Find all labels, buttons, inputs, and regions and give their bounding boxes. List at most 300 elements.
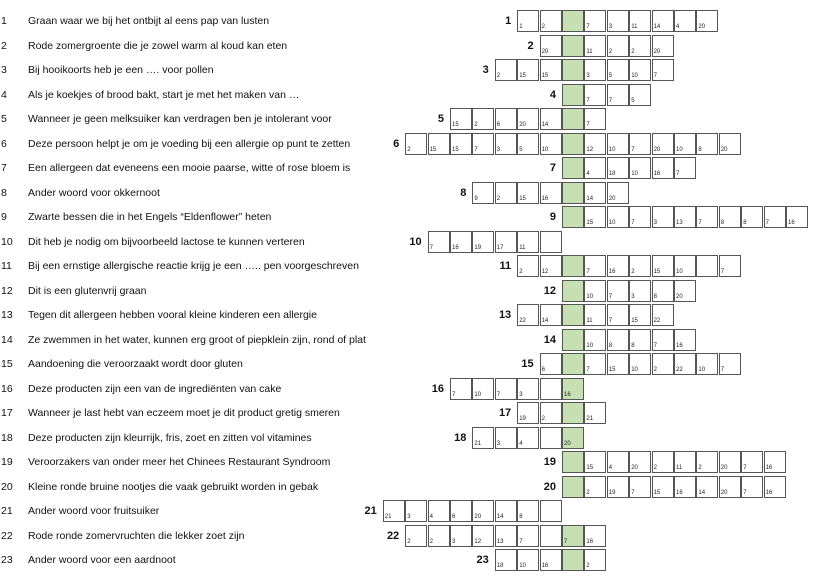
- letter-cell[interactable]: [428, 500, 450, 522]
- clue-text: Dit heb je nodig om bijvoorbeeld lactose te kunnen verteren: [28, 235, 305, 248]
- letter-cell[interactable]: [719, 353, 741, 375]
- letter-cell[interactable]: [607, 329, 629, 351]
- letter-cell[interactable]: [540, 525, 562, 547]
- cell-code: 2: [474, 122, 478, 128]
- solution-cell[interactable]: [562, 59, 584, 81]
- cell-code: 15: [452, 146, 459, 153]
- letter-cell[interactable]: [629, 304, 651, 326]
- solution-cell[interactable]: [562, 549, 584, 571]
- cell-code: 10: [631, 73, 638, 79]
- letter-cell[interactable]: [629, 10, 651, 32]
- letter-cell[interactable]: [584, 525, 606, 547]
- letter-cell[interactable]: [607, 476, 629, 498]
- letter-cell[interactable]: [786, 206, 808, 228]
- cell-code: 20: [653, 146, 661, 153]
- letter-cell[interactable]: [540, 549, 562, 571]
- letter-cell[interactable]: [584, 206, 606, 228]
- clue-text: Veroorzakers van onder meer het Chinees Restaurant Syndroom: [28, 456, 331, 468]
- cell-code: 7: [496, 391, 501, 398]
- letter-cell[interactable]: [674, 255, 696, 277]
- letter-cell[interactable]: [517, 427, 539, 449]
- letter-cell[interactable]: [764, 451, 786, 473]
- cell-code: 7: [586, 24, 590, 30]
- row-number: 14: [543, 333, 556, 346]
- letter-cell[interactable]: [540, 304, 562, 326]
- letter-cell[interactable]: [517, 10, 539, 32]
- cell-code: 10: [631, 367, 638, 373]
- solution-cell[interactable]: [562, 84, 584, 106]
- letter-cell[interactable]: [696, 476, 718, 498]
- letter-cell[interactable]: [629, 476, 651, 498]
- solution-cell[interactable]: [562, 402, 584, 424]
- row-number: 3: [482, 64, 489, 76]
- solution-cell[interactable]: [562, 451, 584, 473]
- cell-code: 20: [720, 465, 728, 471]
- cell-code: 16: [586, 538, 594, 545]
- cell-code: 15: [519, 195, 526, 202]
- letter-cell[interactable]: [517, 59, 539, 81]
- letter-cell[interactable]: [674, 280, 696, 302]
- letter-cell[interactable]: [584, 329, 606, 351]
- row-number: 18: [454, 431, 467, 444]
- clue-text: Ander woord voor okkernoot: [28, 186, 160, 199]
- letter-cell[interactable]: [472, 378, 494, 400]
- letter-cell[interactable]: [450, 378, 472, 400]
- row-number: 12: [543, 284, 556, 297]
- letter-cell[interactable]: [652, 451, 674, 473]
- cell-code: 7: [608, 318, 613, 324]
- row-number: 10: [409, 235, 422, 248]
- letter-cell[interactable]: [428, 231, 450, 253]
- letter-cell[interactable]: [764, 206, 786, 228]
- solution-cell[interactable]: [562, 525, 584, 547]
- solution-cell[interactable]: [562, 255, 584, 277]
- letter-cell[interactable]: [540, 402, 562, 424]
- letter-cell[interactable]: [540, 353, 562, 375]
- row-number: 11: [499, 260, 512, 272]
- letter-cell[interactable]: [652, 280, 674, 302]
- letter-cell[interactable]: [607, 280, 629, 302]
- letter-cell[interactable]: [629, 329, 651, 351]
- cell-code: 7: [429, 244, 433, 251]
- letter-cell[interactable]: [674, 10, 696, 32]
- letter-cell[interactable]: [517, 133, 539, 155]
- letter-cell[interactable]: [584, 182, 606, 204]
- cell-code: 15: [631, 318, 638, 324]
- letter-cell[interactable]: [674, 157, 696, 179]
- cell-code: 12: [541, 269, 549, 275]
- cell-code: 3: [407, 514, 411, 520]
- letter-cell[interactable]: [450, 231, 472, 253]
- clue-number: 16: [1, 382, 13, 395]
- letter-cell[interactable]: [741, 476, 763, 498]
- cell-code: 10: [676, 269, 683, 275]
- letter-cell[interactable]: [540, 378, 562, 400]
- cell-code: 14: [653, 24, 661, 30]
- letter-cell[interactable]: [652, 476, 674, 498]
- letter-cell[interactable]: [495, 525, 517, 547]
- cell-code: 14: [541, 122, 549, 128]
- cell-code: 10: [586, 293, 594, 300]
- letter-cell[interactable]: [584, 84, 606, 106]
- cell-code: 14: [698, 489, 706, 496]
- letter-cell[interactable]: [607, 35, 629, 57]
- letter-cell[interactable]: [450, 133, 472, 155]
- letter-cell[interactable]: [629, 59, 651, 81]
- cell-code: 21: [474, 440, 482, 447]
- cell-code: 9: [474, 195, 478, 202]
- cell-code: 16: [765, 465, 773, 471]
- cell-code: 2: [631, 269, 635, 275]
- letter-cell[interactable]: [607, 84, 629, 106]
- letter-cell[interactable]: [540, 108, 562, 130]
- solution-cell[interactable]: [562, 133, 584, 155]
- letter-cell[interactable]: [719, 451, 741, 473]
- letter-cell[interactable]: [607, 304, 629, 326]
- letter-cell[interactable]: [652, 59, 674, 81]
- row-number: 17: [498, 407, 512, 419]
- cell-code: 15: [653, 269, 661, 275]
- cell-code: 8: [698, 146, 702, 153]
- solution-cell[interactable]: [562, 206, 584, 228]
- letter-cell[interactable]: [495, 133, 517, 155]
- solution-cell[interactable]: [562, 427, 584, 449]
- letter-cell[interactable]: [584, 280, 606, 302]
- letter-cell[interactable]: [584, 35, 606, 57]
- clue-number: 9: [1, 211, 7, 223]
- letter-cell[interactable]: [674, 451, 696, 473]
- cell-code: 22: [519, 318, 526, 324]
- cell-code: 16: [541, 563, 549, 569]
- letter-cell[interactable]: [652, 133, 674, 155]
- cell-code: 7: [608, 293, 613, 300]
- cell-code: 20: [631, 465, 638, 471]
- cell-code: 8: [743, 220, 747, 226]
- cell-code: 16: [564, 391, 571, 398]
- solution-cell[interactable]: [562, 280, 584, 302]
- cell-code: 2: [541, 416, 545, 422]
- cell-code: 5: [519, 146, 523, 153]
- letter-cell[interactable]: [696, 206, 718, 228]
- letter-cell[interactable]: [405, 133, 427, 155]
- letter-cell[interactable]: [696, 133, 718, 155]
- cell-code: 2: [653, 367, 657, 373]
- cell-code: 2: [429, 538, 433, 545]
- row-number: 21: [364, 505, 377, 517]
- cell-code: 7: [586, 269, 590, 275]
- letter-cell[interactable]: [584, 59, 606, 81]
- solution-cell[interactable]: [562, 35, 584, 57]
- cell-code: 20: [720, 489, 728, 496]
- cell-code: 8: [608, 342, 613, 349]
- letter-cell[interactable]: [652, 329, 674, 351]
- letter-cell[interactable]: [629, 353, 651, 375]
- clue-text: Zwarte bessen die in het Engels “Eldenflower” heten: [28, 211, 272, 223]
- clue-text: Bij hooikoorts heb je een …. voor pollen: [28, 64, 214, 76]
- cell-code: 2: [586, 563, 590, 569]
- letter-cell[interactable]: [495, 182, 517, 204]
- cell-code: 7: [698, 220, 702, 226]
- cell-code: 20: [519, 122, 526, 128]
- row-number: 8: [460, 186, 467, 199]
- letter-cell[interactable]: [584, 353, 606, 375]
- solution-cell[interactable]: [562, 378, 584, 400]
- cell-code: 15: [586, 220, 594, 226]
- letter-cell[interactable]: [629, 280, 651, 302]
- letter-cell[interactable]: [652, 206, 674, 228]
- cell-code: 4: [676, 24, 680, 30]
- letter-cell[interactable]: [584, 402, 606, 424]
- cell-code: 16: [765, 489, 773, 496]
- letter-cell[interactable]: [652, 353, 674, 375]
- cell-code: 16: [676, 489, 683, 496]
- row-number: 1: [505, 15, 512, 27]
- letter-cell[interactable]: [652, 157, 674, 179]
- cell-code: 8: [519, 514, 523, 520]
- letter-cell[interactable]: [450, 500, 472, 522]
- row-number: 6: [393, 137, 400, 150]
- letter-cell[interactable]: [517, 255, 539, 277]
- letter-cell[interactable]: [540, 133, 562, 155]
- cell-code: 22: [676, 367, 683, 373]
- cell-code: 2: [496, 73, 501, 79]
- letter-cell[interactable]: [540, 35, 562, 57]
- letter-cell[interactable]: [495, 231, 517, 253]
- letter-cell[interactable]: [584, 255, 606, 277]
- clue-text: Graan waar we bij het ontbijt al eens pap van lusten: [28, 15, 270, 27]
- cell-code: 7: [743, 465, 747, 471]
- solution-cell[interactable]: [562, 10, 584, 32]
- letter-cell[interactable]: [607, 182, 629, 204]
- letter-cell[interactable]: [629, 255, 651, 277]
- letter-cell[interactable]: [696, 451, 718, 473]
- cell-code: 3: [496, 146, 501, 153]
- letter-cell[interactable]: [472, 500, 494, 522]
- cell-code: 19: [608, 489, 616, 496]
- letter-cell[interactable]: [540, 231, 562, 253]
- clue-text: Als je koekjes of brood bakt, start je met het maken van …: [28, 88, 300, 101]
- letter-cell[interactable]: [517, 231, 539, 253]
- solution-cell[interactable]: [562, 353, 584, 375]
- cell-code: 15: [586, 465, 594, 471]
- cell-code: 3: [519, 391, 523, 398]
- letter-cell[interactable]: [517, 378, 539, 400]
- letter-cell[interactable]: [652, 255, 674, 277]
- letter-cell[interactable]: [584, 10, 606, 32]
- clue-text: Ze zwemmen in het water, kunnen erg groot of piepklein zijn, rond of plat: [28, 333, 366, 346]
- letter-cell[interactable]: [652, 10, 674, 32]
- clue-number: 1: [1, 15, 7, 27]
- letter-cell[interactable]: [764, 476, 786, 498]
- clue-number: 19: [1, 456, 13, 468]
- clue-text: Een allergeen dat eveneens een mooie paarse, witte of rose bloem is: [28, 162, 351, 174]
- clue-text: Bij een ernstige allergische reactie krijg je een ….. pen voorgeschreven: [28, 260, 359, 272]
- cell-code: 4: [608, 465, 613, 471]
- letter-cell[interactable]: [517, 304, 539, 326]
- cell-code: 18: [608, 171, 616, 177]
- letter-cell[interactable]: [607, 255, 629, 277]
- cell-code: 10: [474, 391, 482, 398]
- letter-cell[interactable]: [517, 182, 539, 204]
- letter-cell[interactable]: [517, 525, 539, 547]
- cell-code: 8: [653, 293, 657, 300]
- letter-cell[interactable]: [629, 206, 651, 228]
- solution-cell[interactable]: [562, 329, 584, 351]
- letter-cell[interactable]: [472, 182, 494, 204]
- letter-cell[interactable]: [540, 427, 562, 449]
- letter-cell[interactable]: [719, 133, 741, 155]
- cell-code: 11: [631, 24, 638, 30]
- cell-code: 5: [608, 73, 613, 79]
- cell-code: 7: [765, 220, 769, 226]
- letter-cell[interactable]: [719, 476, 741, 498]
- letter-cell[interactable]: [607, 451, 629, 473]
- letter-cell[interactable]: [584, 476, 606, 498]
- cell-code: 16: [676, 342, 683, 349]
- letter-cell[interactable]: [607, 10, 629, 32]
- letter-cell[interactable]: [674, 206, 696, 228]
- letter-cell[interactable]: [517, 108, 539, 130]
- letter-cell[interactable]: [584, 549, 606, 571]
- letter-cell[interactable]: [495, 108, 517, 130]
- row-number: 19: [543, 456, 556, 468]
- letter-cell[interactable]: [517, 549, 539, 571]
- cell-code: 20: [653, 48, 661, 55]
- row-number: 16: [431, 382, 444, 395]
- letter-cell[interactable]: [741, 451, 763, 473]
- letter-cell[interactable]: [584, 157, 606, 179]
- clue-text: Tegen dit allergeen hebben vooral kleine kinderen een allergie: [28, 309, 317, 321]
- cell-code: 7: [653, 342, 657, 349]
- letter-cell[interactable]: [405, 500, 427, 522]
- letter-cell[interactable]: [629, 451, 651, 473]
- letter-cell[interactable]: [652, 304, 674, 326]
- cell-code: 12: [586, 146, 594, 153]
- letter-cell[interactable]: [584, 133, 606, 155]
- clue-text: Rode zomergroente die je zowel warm al koud kan eten: [28, 39, 288, 52]
- solution-cell[interactable]: [562, 182, 584, 204]
- letter-cell[interactable]: [517, 500, 539, 522]
- cell-code: 16: [452, 244, 459, 251]
- letter-cell[interactable]: [540, 500, 562, 522]
- letter-cell[interactable]: [629, 84, 651, 106]
- letter-cell[interactable]: [719, 206, 741, 228]
- letter-cell[interactable]: [472, 427, 494, 449]
- letter-cell[interactable]: [495, 500, 517, 522]
- letter-cell[interactable]: [540, 59, 562, 81]
- clue-text: Ander woord voor een aardnoot: [28, 554, 176, 566]
- letter-cell[interactable]: [719, 255, 741, 277]
- letter-cell[interactable]: [450, 108, 472, 130]
- cell-code: 15: [452, 122, 459, 128]
- letter-cell[interactable]: [629, 133, 651, 155]
- solution-cell[interactable]: [562, 476, 584, 498]
- cell-code: 11: [586, 48, 593, 55]
- cell-code: 3: [631, 293, 635, 300]
- letter-cell[interactable]: [674, 476, 696, 498]
- letter-cell[interactable]: [472, 133, 494, 155]
- cell-code: 15: [519, 73, 526, 79]
- clue-text: Rode ronde zomervruchten die lekker zoet zijn: [28, 529, 245, 542]
- letter-cell[interactable]: [674, 353, 696, 375]
- letter-cell[interactable]: [495, 378, 517, 400]
- cell-code: 3: [653, 220, 657, 226]
- cell-code: 7: [720, 269, 725, 275]
- cell-code: 11: [519, 244, 526, 251]
- letter-cell[interactable]: [696, 10, 718, 32]
- letter-cell[interactable]: [607, 353, 629, 375]
- letter-cell[interactable]: [607, 157, 629, 179]
- letter-cell[interactable]: [517, 402, 539, 424]
- letter-cell[interactable]: [674, 133, 696, 155]
- solution-cell[interactable]: [562, 108, 584, 130]
- letter-cell[interactable]: [629, 157, 651, 179]
- letter-cell[interactable]: [540, 182, 562, 204]
- clue-number: 23: [1, 554, 13, 566]
- letter-cell[interactable]: [584, 108, 606, 130]
- cell-code: 7: [720, 367, 725, 373]
- letter-cell[interactable]: [540, 10, 562, 32]
- row-number: 7: [549, 162, 556, 174]
- letter-cell[interactable]: [495, 427, 517, 449]
- letter-cell[interactable]: [652, 35, 674, 57]
- cell-code: 4: [519, 440, 523, 447]
- letter-cell[interactable]: [540, 255, 562, 277]
- letter-cell[interactable]: [405, 525, 427, 547]
- letter-cell[interactable]: [495, 59, 517, 81]
- cell-code: 20: [676, 293, 683, 300]
- solution-cell[interactable]: [562, 304, 584, 326]
- letter-cell[interactable]: [607, 59, 629, 81]
- row-number: 5: [437, 113, 444, 125]
- letter-cell[interactable]: [629, 35, 651, 57]
- cell-code: 2: [407, 146, 411, 153]
- row-number: 23: [476, 554, 489, 566]
- letter-cell[interactable]: [472, 231, 494, 253]
- letter-cell[interactable]: [584, 451, 606, 473]
- row-number: 2: [527, 39, 534, 52]
- cell-code: 7: [631, 489, 635, 496]
- letter-cell[interactable]: [450, 525, 472, 547]
- cell-code: 20: [541, 48, 549, 55]
- letter-cell[interactable]: [428, 133, 450, 155]
- letter-cell[interactable]: [584, 304, 606, 326]
- cell-code: 2: [541, 24, 545, 30]
- letter-cell[interactable]: [472, 108, 494, 130]
- clue-number: 10: [1, 235, 13, 248]
- cell-code: 6: [541, 367, 545, 373]
- letter-cell[interactable]: [472, 525, 494, 547]
- cell-code: 14: [541, 318, 549, 324]
- row-number: 9: [549, 211, 556, 223]
- letter-cell[interactable]: [674, 329, 696, 351]
- clue-number: 20: [1, 480, 13, 493]
- cell-code: 16: [608, 269, 616, 275]
- letter-cell[interactable]: [383, 500, 405, 522]
- cell-code: 10: [698, 367, 706, 373]
- letter-cell[interactable]: [607, 206, 629, 228]
- cell-code: 19: [519, 416, 526, 422]
- letter-cell[interactable]: [696, 353, 718, 375]
- cell-code: 2: [698, 465, 702, 471]
- letter-cell[interactable]: [696, 255, 718, 277]
- cell-code: 13: [676, 220, 683, 226]
- letter-cell[interactable]: [607, 133, 629, 155]
- solution-cell[interactable]: [562, 157, 584, 179]
- letter-cell[interactable]: [741, 206, 763, 228]
- letter-cell[interactable]: [495, 549, 517, 571]
- letter-cell[interactable]: [428, 525, 450, 547]
